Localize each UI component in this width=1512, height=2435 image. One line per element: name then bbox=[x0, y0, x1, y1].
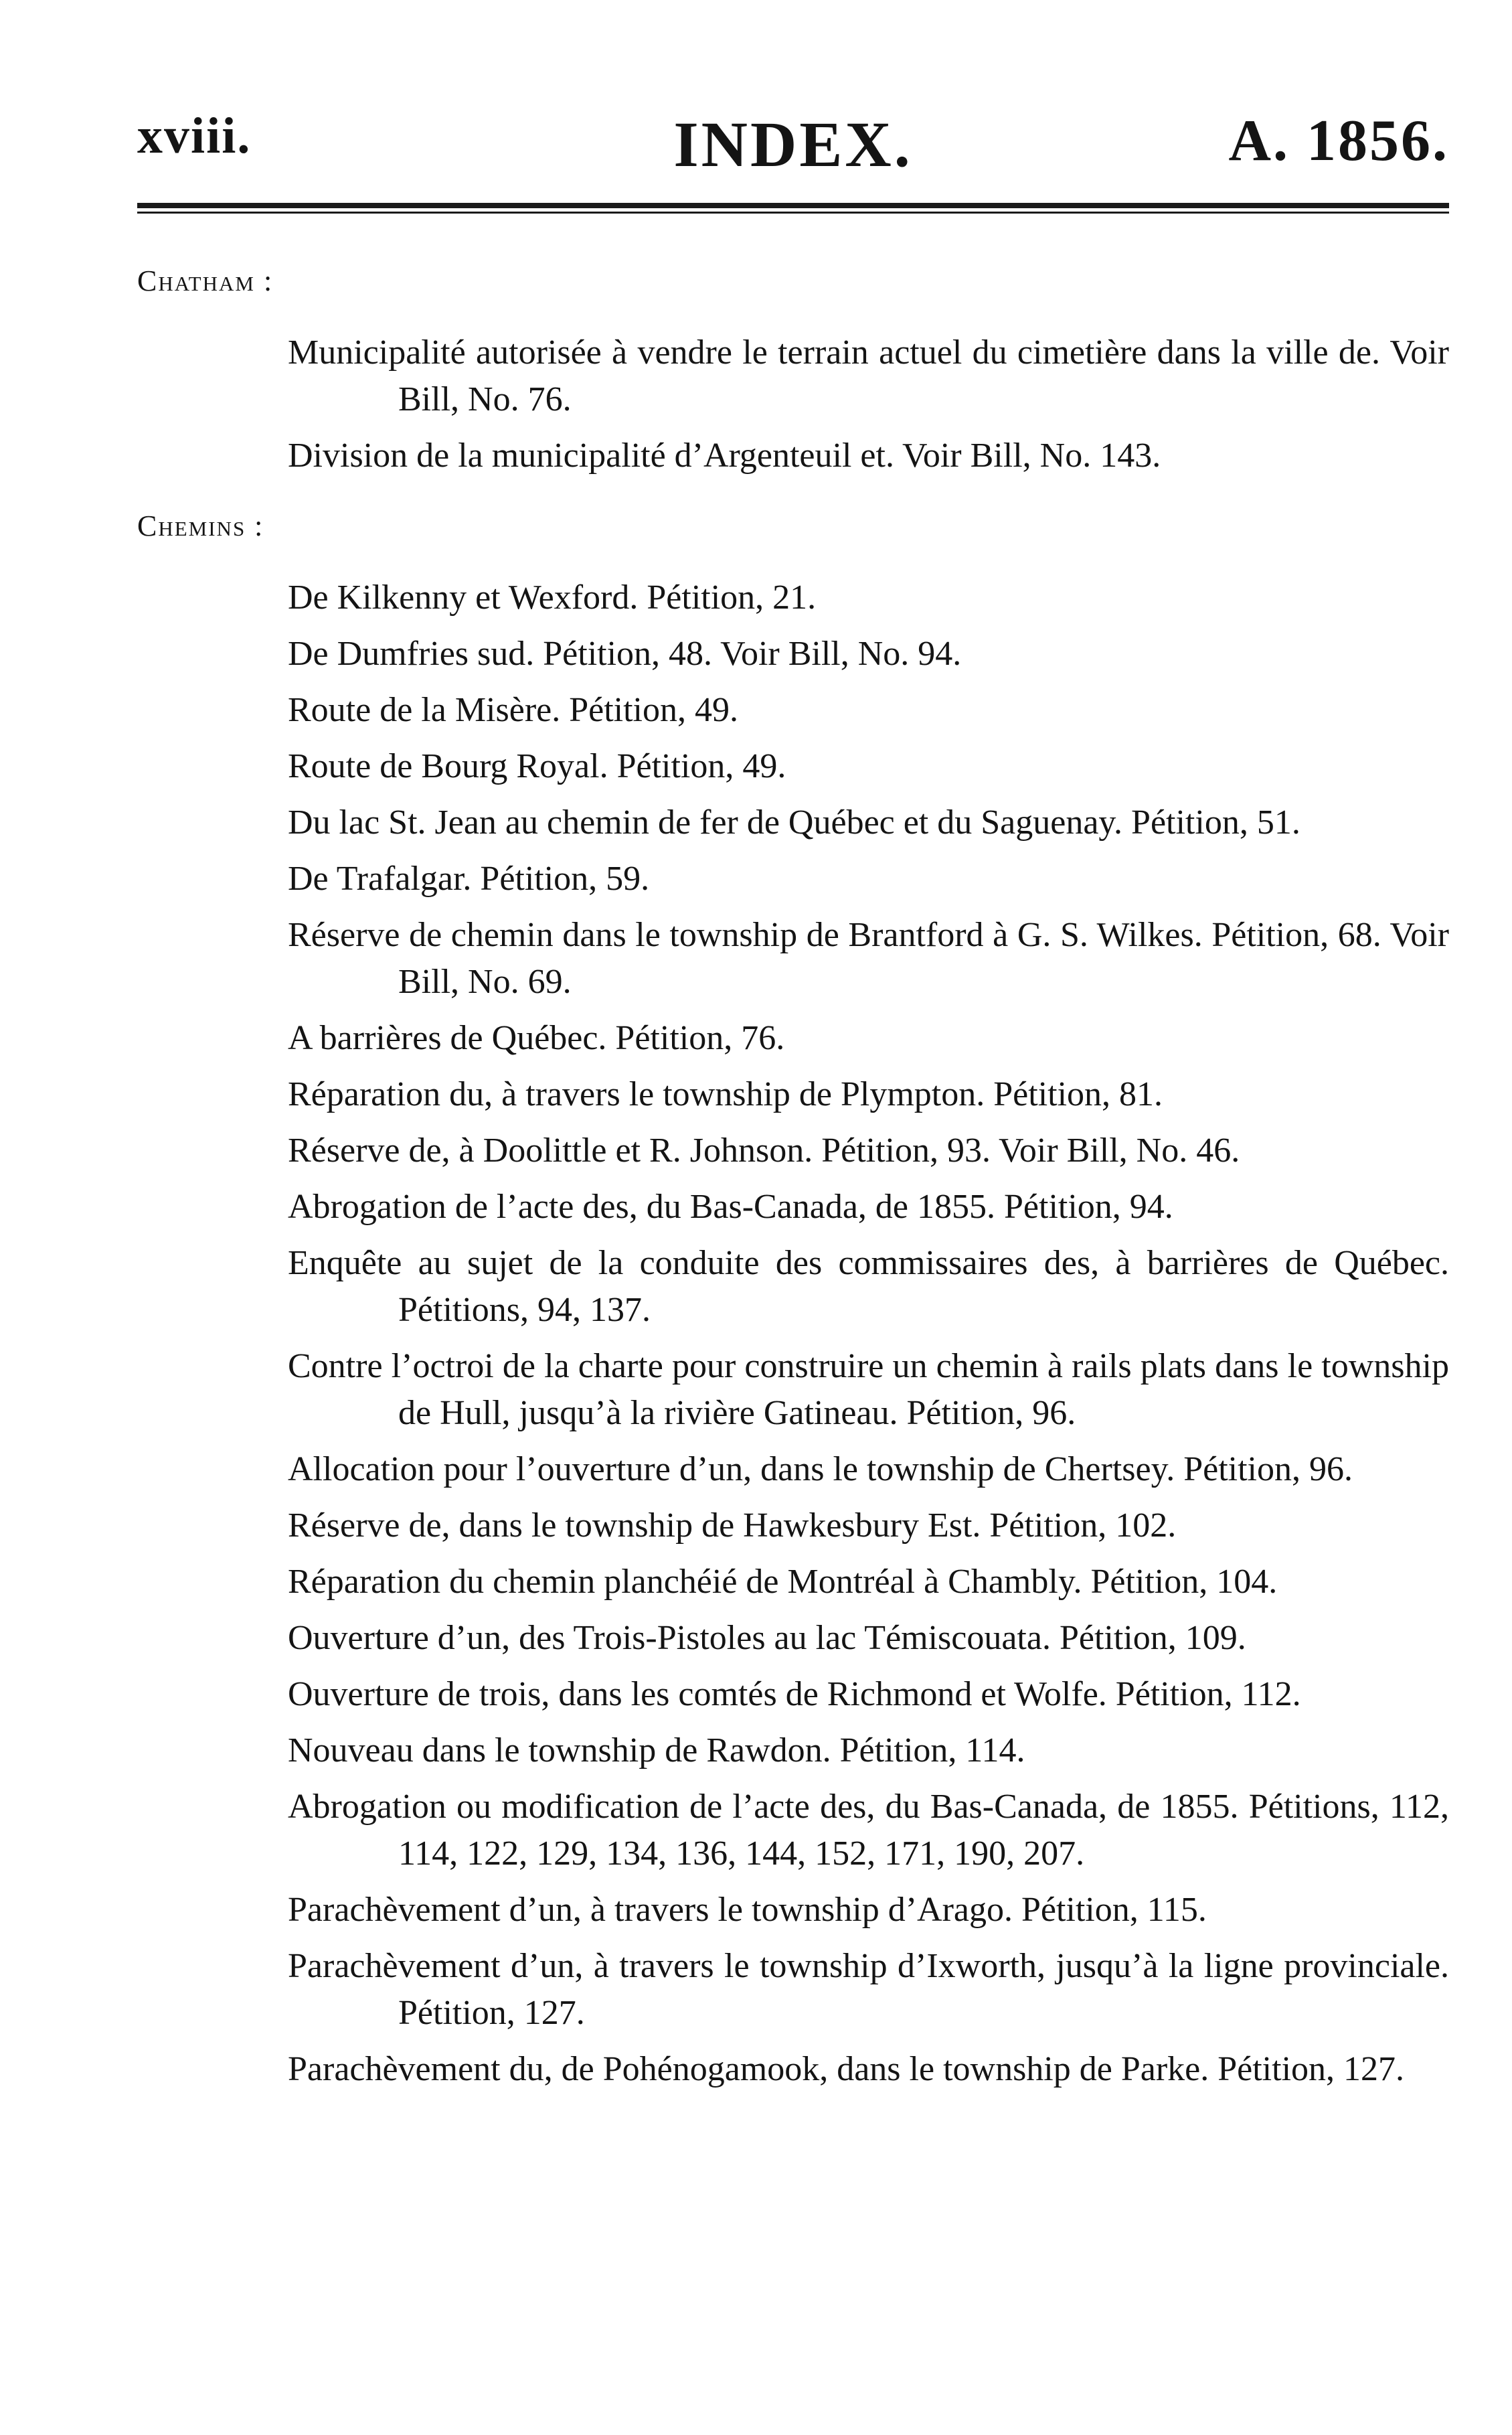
index-entry: Division de la municipalité d’Argenteuil et. Voir Bill, No. 143. bbox=[288, 437, 1161, 475]
index-entry: Du lac St. Jean au chemin de fer de Québec et du Saguenay. Pétition, 51. bbox=[288, 803, 1300, 842]
index-entry: Réparation du chemin planchéié de Montréal à Chambly. Pétition, 104. bbox=[288, 1563, 1278, 1601]
index-entry: Ouverture d’un, des Trois-Pistoles au lac Témiscouata. Pétition, 109. bbox=[288, 1619, 1246, 1657]
index-entry: De Trafalgar. Pétition, 59. bbox=[288, 860, 650, 898]
header-rule-thick bbox=[137, 203, 1449, 208]
index-entry: Parachèvement d’un, à travers le township d’Ixworth, jusqu’à la ligne provinciale. Pétition, 127. bbox=[288, 1947, 1449, 2032]
year-label: A. 1856. bbox=[1228, 108, 1449, 173]
page-header bbox=[137, 107, 1449, 180]
entry-list bbox=[137, 329, 1449, 479]
section-heading: Chatham : bbox=[137, 264, 274, 297]
index-entry: Parachèvement d’un, à travers le township d’Arago. Pétition, 115. bbox=[288, 1891, 1207, 1929]
entry-list bbox=[137, 574, 1449, 2093]
index-section-chatham bbox=[137, 261, 1449, 479]
index-entry: Abrogation ou modification de l’acte des, du Bas-Canada, de 1855. Pétitions, 112, 114, 122, 129, 134, 136, 144, 152, 171, 190, 207. bbox=[288, 1788, 1449, 1873]
index-entry: De Kilkenny et Wexford. Pétition, 21. bbox=[288, 578, 817, 617]
page-number: xviii. bbox=[137, 108, 252, 164]
header-rule bbox=[137, 203, 1449, 215]
index-section-chemins bbox=[137, 506, 1449, 2093]
index-entry: Enquête au sujet de la conduite des commissaires des, à barrières de Québec. Pétitions, 94, 137. bbox=[288, 1244, 1449, 1329]
header-rule-thin bbox=[137, 212, 1449, 214]
index-entry: Réserve de, à Doolittle et R. Johnson. Pétition, 93. Voir Bill, No. 46. bbox=[288, 1131, 1240, 1170]
index-entry: A barrières de Québec. Pétition, 76. bbox=[288, 1019, 785, 1057]
index-entry: Municipalité autorisée à vendre le terrain actuel du cimetière dans la ville de. Voir Bill, No. 76. bbox=[288, 333, 1449, 418]
index-entry: Réparation du, à travers le township de Plympton. Pétition, 81. bbox=[288, 1075, 1163, 1113]
index-entry: Parachèvement du, de Pohénogamook, dans le township de Parke. Pétition, 127. bbox=[288, 2050, 1405, 2088]
index-entry: Route de la Misère. Pétition, 49. bbox=[288, 691, 739, 729]
index-body bbox=[137, 261, 1449, 2120]
index-entry: Ouverture de trois, dans les comtés de Richmond et Wolfe. Pétition, 112. bbox=[288, 1675, 1301, 1713]
index-entry: Réserve de, dans le township de Hawkesbury Est. Pétition, 102. bbox=[288, 1506, 1177, 1545]
section-heading: Chemins : bbox=[137, 509, 264, 542]
index-entry: Allocation pour l’ouverture d’un, dans le township de Chertsey. Pétition, 96. bbox=[288, 1450, 1353, 1488]
index-entry: Abrogation de l’acte des, du Bas-Canada, de 1855. Pétition, 94. bbox=[288, 1188, 1173, 1226]
index-entry: De Dumfries sud. Pétition, 48. Voir Bill, No. 94. bbox=[288, 635, 962, 673]
index-entry: Contre l’octroi de la charte pour construire un chemin à rails plats dans le township de Hull, jusqu’à la rivière Gatineau. Pétition, 96. bbox=[288, 1347, 1449, 1432]
index-entry: Route de Bourg Royal. Pétition, 49. bbox=[288, 747, 786, 785]
index-entry: Réserve de chemin dans le township de Brantford à G. S. Wilkes. Pétition, 68. Voir Bill, No. 69. bbox=[288, 916, 1449, 1001]
index-entry: Nouveau dans le township de Rawdon. Pétition, 114. bbox=[288, 1731, 1025, 1770]
running-title: INDEX. bbox=[673, 108, 913, 180]
